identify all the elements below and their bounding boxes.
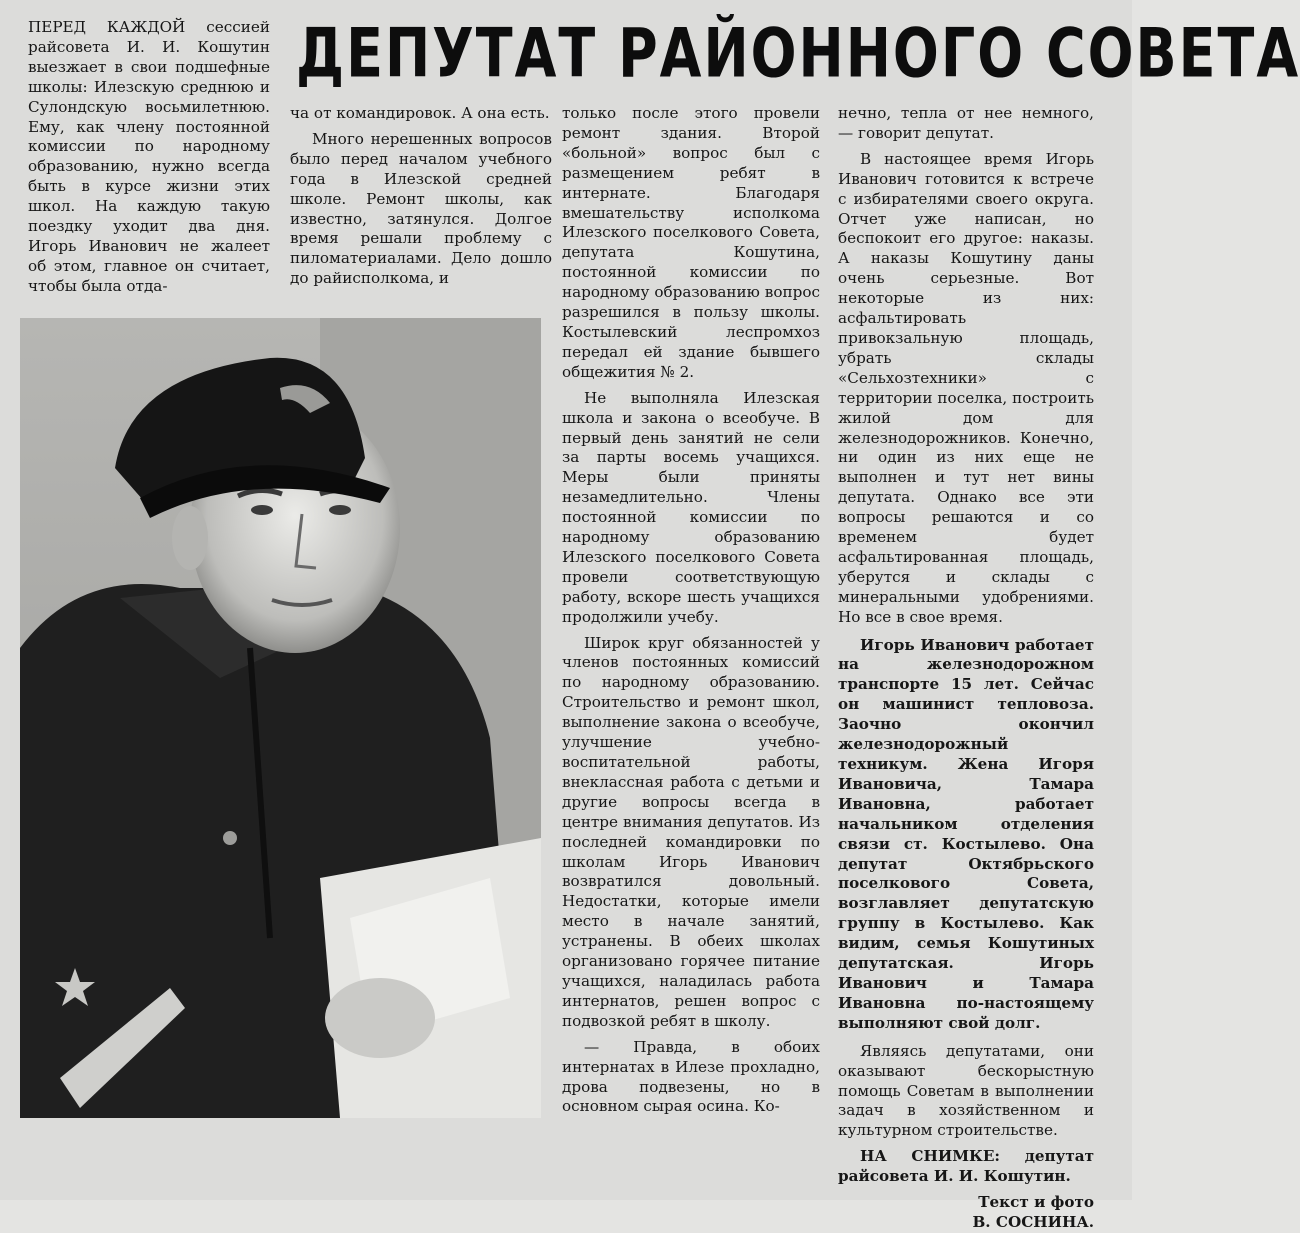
- paragraph: нечно, тепла от нее немного, — говорит депутат.: [838, 104, 1094, 142]
- paragraph: ча от командировок. А она есть.: [290, 104, 550, 122]
- paragraph-bold: Игорь Иванович работает на железнодорожном транспорте 15 лет. Сейчас он машинист тепловоза. Заочно окончил железнодорожный техникум. Жена Игоря Ивановича, Тамара Ивановна, работает начальником отделения связи ст. Костылево. Она депутат Октябрьского поселкового Совета, возглавляет депутатскую группу в Костылево. Как видим, семья Кошутиных депутатская. Игорь Иванович и Тамара Ивановна по-настоящему выполняют свой долг.: [838, 635, 1094, 1032]
- portrait-image: [20, 318, 541, 1118]
- paragraph: Являясь депутатами, они оказывают бескорыстную помощь Советам в выполнении задач в хозяйственном и культурном строительстве.: [838, 1041, 1094, 1140]
- credit-label: Текст и фото: [978, 1193, 1094, 1212]
- paragraph: — Правда, в обоих интернатах в Илезе прохладно, дрова подвезены, но в основном сырая осина. Ко-: [562, 1037, 820, 1116]
- paragraph: В настоящее время Игорь Иванович готовится к встрече с избирателями своего округа. Отчет уже написан, но беспокоит его другое: наказы. А наказы Кошутину даны очень серьезные. Вот некоторые из них: асфальтировать привокзальную площадь, убрать склады «Сельхозтехники» с территории поселка, построить жилой дом для железнодорожников. Конечно, ни один из них еще не выполнен и тут нет вины депутата. Однако все эти вопросы решаются и со временем будет асфальтированная площадь, уберутся и склады с минеральными удобрениями. Но все в свое время.: [838, 149, 1094, 626]
- portrait-photo: [20, 318, 541, 1118]
- column-2: [290, 104, 552, 295]
- headline: ДЕПУТАТ РАЙОННОГО СОВЕТА: [296, 14, 1300, 93]
- paragraph: Широк круг обязанностей у членов постоянных комиссий по народному образованию. Строительство и ремонт школ, выполнение закона о всеобуче, улучшение учебно-воспитательной работы, внеклассная работа с детьми и другие вопросы всегда в центре внимания депутатов. Из последней командировки по школам Игорь Иванович возвратился довольный. Недостатки, которые имели место в начале занятий, устранены. В обеих школах организовано горячее питание учащихся, наладилась работа интернатов, решен вопрос с подвозкой ребят в школу.: [562, 633, 820, 1030]
- column-1: [28, 18, 270, 303]
- paragraph: Много нерешенных вопросов было перед началом учебного года в Илезской средней школе. Ремонт школы, как известно, затянулся. Долгое время решали проблему с пиломатериалами. Дело дошло до райисполкома, и: [290, 129, 552, 288]
- paragraph: ПЕРЕД КАЖДОЙ сессией райсовета И. И. Кошутин выезжает в свои подшефные школы: Илезскую среднюю и Сулондскую восьмилетнюю. Ему, как члену постоянной комиссии по народному образованию, нужно всегда быть в курсе жизни этих школ. На каждую такую поездку уходит два дня. Игорь Иванович не жалеет об этом, главное он считает, чтобы была отда-: [28, 18, 270, 295]
- paragraph: только после этого провели ремонт здания. Второй «больной» вопрос был с размещением ребят в интернате. Благодаря вмешательству исполкома Илезского поселкового Совета, депутата Кошутина, постоянной комиссии по народному образованию вопрос разрешился в пользу школы. Костылевский леспромхоз передал ей здание бывшего общежития № 2.: [562, 104, 820, 381]
- paragraph: Не выполняла Илезская школа и закона о всеобуче. В первый день занятий не сели за парты восемь учащихся. Меры были приняты незамедлительно. Члены постоянной комиссии по народному образованию Илезского поселкового Совета провели соответствующую работу, вскоре шесть учащихся продолжили учебу.: [562, 388, 820, 626]
- credit-author: В. СОСНИНА.: [972, 1212, 1094, 1231]
- column-4: [838, 104, 1094, 1233]
- photo-caption: НА СНИМКЕ: депутат райсовета И. И. Кошутин.: [838, 1147, 1094, 1186]
- column-3: [562, 104, 820, 1123]
